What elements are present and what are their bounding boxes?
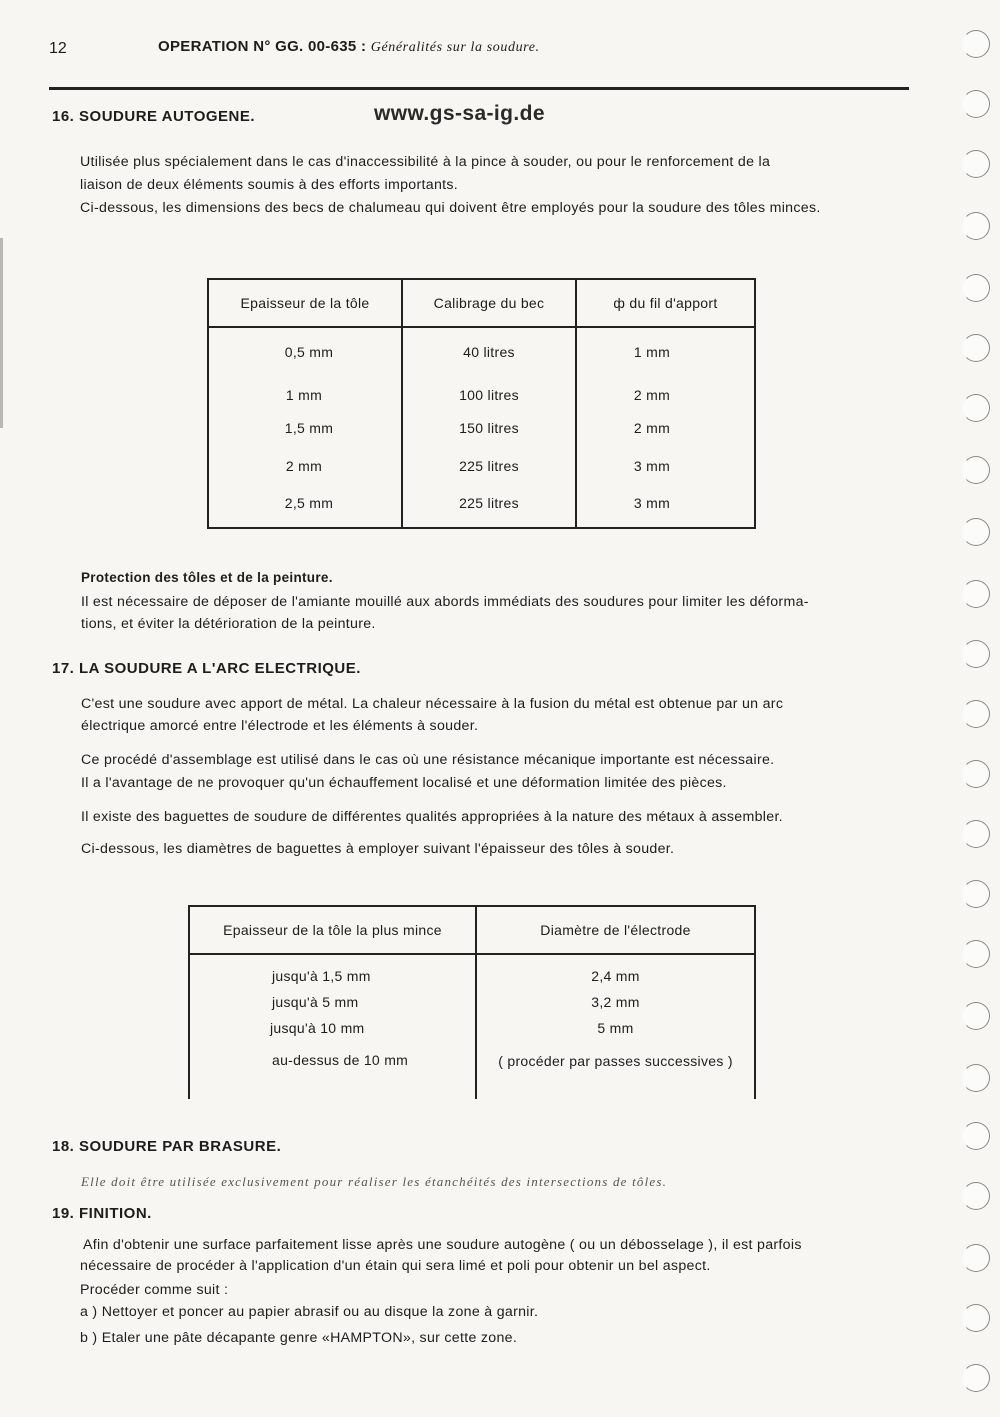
binder-hole bbox=[962, 394, 990, 422]
binder-hole bbox=[962, 1064, 990, 1092]
binder-hole bbox=[962, 274, 990, 302]
section-16-line: Utilisée plus spécialement dans le cas d'inaccessibilité à la pince à souder, ou pour le renforcement de la bbox=[80, 154, 771, 170]
header-rule bbox=[49, 87, 909, 90]
binder-hole bbox=[962, 820, 990, 848]
section-18-heading: 18. SOUDURE PAR BRASURE. bbox=[52, 1138, 282, 1155]
table-cell: jusqu'à 10 mm bbox=[270, 1020, 365, 1036]
binder-hole bbox=[962, 30, 990, 58]
section-17-line: Ci-dessous, les diamètres de baguettes à employer suivant l'épaisseur des tôles à souder. bbox=[81, 841, 675, 857]
table-cell: 150 litres bbox=[459, 420, 519, 436]
binder-hole bbox=[962, 150, 990, 178]
binder-hole bbox=[962, 90, 990, 118]
section-19-line: b ) Etaler une pâte décapante genre «HAMPTON», sur cette zone. bbox=[80, 1330, 518, 1346]
section-17-heading: 17. LA SOUDURE A L'ARC ELECTRIQUE. bbox=[52, 660, 361, 677]
binder-hole bbox=[962, 212, 990, 240]
table-cell: 2,4 mm bbox=[591, 968, 640, 984]
page-number: 12 bbox=[49, 40, 67, 57]
binder-holes bbox=[950, 0, 1000, 1417]
scan-edge-mark bbox=[0, 238, 3, 428]
binder-hole bbox=[962, 1304, 990, 1332]
column-header: Calibrage du bec bbox=[433, 295, 545, 311]
binder-hole bbox=[962, 456, 990, 484]
table-cell: 2 mm bbox=[633, 387, 671, 403]
section-19-line: nécessaire de procéder à l'application d'un étain qui sera limé et poli pour obtenir un bel aspect. bbox=[80, 1258, 711, 1274]
binder-hole bbox=[962, 518, 990, 546]
table-header-rule bbox=[209, 326, 754, 328]
binder-hole bbox=[962, 580, 990, 608]
watermark-url: www.gs-sa-ig.de bbox=[374, 102, 545, 125]
protection-line: tions, et éviter la détérioration de la peinture. bbox=[81, 616, 376, 632]
table-cell: 3,2 mm bbox=[591, 994, 640, 1010]
electrode-diameter-table bbox=[188, 905, 756, 1099]
table-cell: 1 mm bbox=[285, 387, 323, 403]
section-17-line: C'est une soudure avec apport de métal. La chaleur nécessaire à la fusion du métal est obtenue par un arc bbox=[81, 696, 784, 712]
table-cell: 2 mm bbox=[633, 420, 671, 436]
table-cell: jusqu'à 5 mm bbox=[272, 994, 359, 1010]
table-cell: 225 litres bbox=[459, 458, 519, 474]
protection-heading: Protection des tôles et de la peinture. bbox=[81, 570, 333, 585]
table-cell: 3 mm bbox=[633, 458, 671, 474]
section-17-line: Il existe des baguettes de soudure de différentes qualités appropriées à la nature des métaux à assembler. bbox=[81, 809, 783, 825]
table-cell: ( procéder par passes successives ) bbox=[498, 1053, 733, 1069]
table-cell: 3 mm bbox=[633, 495, 671, 511]
page-header bbox=[158, 38, 540, 56]
binder-hole bbox=[962, 1364, 990, 1392]
binder-hole bbox=[962, 760, 990, 788]
table-cell: 1 mm bbox=[633, 344, 671, 360]
table-cell: 0,5 mm bbox=[284, 344, 334, 360]
table-cell: 225 litres bbox=[459, 495, 519, 511]
table-cell: 5 mm bbox=[597, 1020, 634, 1036]
binder-hole bbox=[962, 700, 990, 728]
section-17-line: Il a l'avantage de ne provoquer qu'un échauffement localisé et une déformation limitée des pièces. bbox=[81, 775, 727, 791]
table-cell: 100 litres bbox=[459, 387, 519, 403]
table-cell: jusqu'à 1,5 mm bbox=[272, 968, 371, 984]
section-19-line: Procéder comme suit : bbox=[80, 1282, 229, 1298]
section-16-line: liaison de deux éléments soumis à des efforts importants. bbox=[80, 177, 459, 193]
table-cell: au-dessus de 10 mm bbox=[272, 1052, 409, 1068]
section-19-line: Afin d'obtenir une surface parfaitement lisse après une soudure autogène ( ou un débosselage ), il est parfois bbox=[83, 1237, 802, 1253]
binder-hole bbox=[962, 1244, 990, 1272]
protection-line: Il est nécessaire de déposer de l'amiante mouillé aux abords immédiats des soudures pour limiter les déforma- bbox=[81, 594, 809, 610]
table-cell: 1,5 mm bbox=[284, 420, 334, 436]
section-16-heading: 16. SOUDURE AUTOGENE. bbox=[52, 108, 256, 125]
operation-subtitle: Généralités sur la soudure. bbox=[370, 40, 540, 55]
table-cell: 40 litres bbox=[463, 344, 515, 360]
column-header: ф du fil d'apport bbox=[613, 295, 718, 311]
table-cell: 2,5 mm bbox=[284, 495, 334, 511]
section-19-heading: 19. FINITION. bbox=[52, 1205, 152, 1222]
section-18-line: Elle doit être utilisée exclusivement pour réaliser les étanchéités des intersections de tôles. bbox=[81, 1174, 668, 1189]
binder-hole bbox=[962, 1182, 990, 1210]
torch-nozzle-table bbox=[207, 278, 756, 529]
section-17-line: électrique amorcé entre l'électrode et les éléments à souder. bbox=[81, 718, 479, 734]
table-header-rule bbox=[190, 953, 754, 955]
section-17-line: Ce procédé d'assemblage est utilisé dans le cas où une résistance mécanique importante est nécessaire. bbox=[81, 752, 775, 768]
column-header: Epaisseur de la tôle la plus mince bbox=[223, 922, 442, 938]
binder-hole bbox=[962, 940, 990, 968]
column-header: Epaisseur de la tôle bbox=[240, 295, 370, 311]
section-19-line: a ) Nettoyer et poncer au papier abrasif ou au disque la zone à garnir. bbox=[80, 1304, 539, 1320]
binder-hole bbox=[962, 1002, 990, 1030]
binder-hole bbox=[962, 334, 990, 362]
operation-title: OPERATION N° GG. 00-635 : bbox=[158, 38, 367, 55]
table-cell: 2 mm bbox=[285, 458, 323, 474]
section-16-line: Ci-dessous, les dimensions des becs de chalumeau qui doivent être employés pour la soudure des tôles minces. bbox=[80, 200, 821, 216]
column-header: Diamètre de l'électrode bbox=[540, 922, 691, 938]
binder-hole bbox=[962, 1122, 990, 1150]
binder-hole bbox=[962, 880, 990, 908]
binder-hole bbox=[962, 640, 990, 668]
